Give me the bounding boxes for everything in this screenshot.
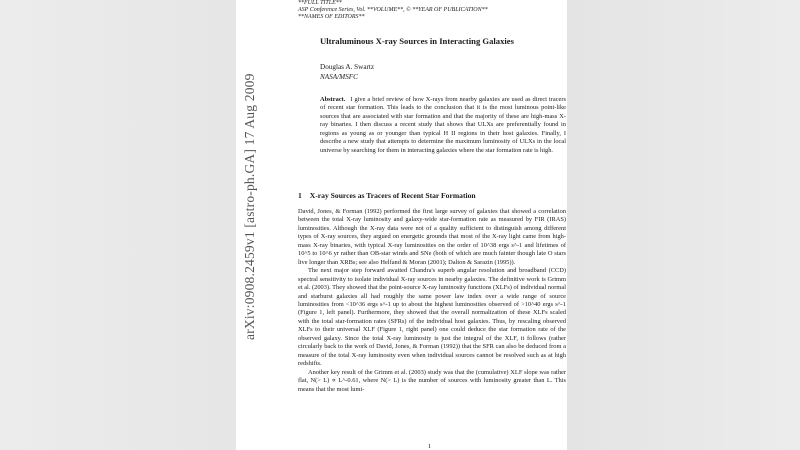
section-title: X-ray Sources as Tracers of Recent Star Formation <box>309 191 476 200</box>
paragraph: Another key result of the Grimm et al. (2003) study was that the (cumulative) XLF slope was rather flat, N(> L) ∝ L^-0.61, where N(> L) is the number of sources with luminosity greater than L. This means that the most lumi- <box>298 368 566 393</box>
paper-title: Ultraluminous X-ray Sources in Interacting Galaxies <box>320 36 514 46</box>
left-margin <box>0 0 236 450</box>
author-affiliation: NASA/MSFC <box>320 73 358 81</box>
page-number: 1 <box>428 443 432 450</box>
author-name: Douglas A. Swartz <box>320 63 375 71</box>
abstract-label: Abstract. <box>320 96 346 103</box>
right-margin <box>567 0 800 450</box>
abstract-text: I give a brief review of how X-rays from nearby galaxies are used as direct tracers of recent star formation. This leads to the conclusion that it is the most luminous point-like sources that are associated with star formation and that the majority of these are high-mass X-ray binaries. I then discuss a recent study that shows that ULXs are preferentially found in regions as young as or younger than typical H II regions in their host galaxies. Finally, I describe a new study that attempts to determine the maximum luminosity of ULXs in the local universe by searching for them in interacting galaxies where the star formation rate is high. <box>320 96 566 154</box>
section-heading <box>298 191 476 200</box>
abstract <box>320 96 566 155</box>
header-conference-series: ASP Conference Series, Vol. **VOLUME**, © **YEAR OF PUBLICATION** <box>298 7 488 13</box>
header-editors: **NAMES OF EDITORS** <box>298 14 365 20</box>
arxiv-stamp: arXiv:0908.2459v1 [astro-ph.GA] 17 Aug 2009 <box>242 73 257 340</box>
section-number: 1 <box>298 191 302 200</box>
paragraph: David, Jones, & Forman (1992) performed the first large survey of galaxies that showed a correlation between the total X-ray luminosity and galaxy-wide star-formation rate as measured by FIR (IRAS) luminosities. Although the X-ray data were not of a quality sufficient to distinguish among different types of X-ray sources, they argued on energetic grounds that most of the X-ray light came from high-mass X-ray binaries, with typical X-ray luminosities on the order of 10^38 ergs s^-1 and lifetimes of 10^5 to 10^6 yr rather than OB-star winds and SNe (both of which are much fainter though late O stars live longer than XRBs; see also Helfand & Moran (2001); Dalton & Sarazin (1995)). <box>298 208 566 266</box>
body-text <box>298 208 566 394</box>
paragraph: The next major step forward awaited Chandra's superb angular resolution and broadband (CCD) spectral sensitivity to isolate individual X-ray sources in nearby galaxies. The definitive work is Grimm et al. (2003). They showed that the point-source X-ray luminosity functions (XLFs) of individual normal and starburst galaxies all had roughly the same power law index over a wide range of source luminosities from <10^36 ergs s^-1 up to about the highest luminosities observed of >10^40 ergs s^-1 (Figure 1, left panel). Furthermore, they showed that the overall normalization of these XLFs scaled with the total star-formation rates (SFRs) of the individual host galaxies. Thus, by rescaling observed XLFs to their universal XLF (Figure 1, right panel) one could deduce the star formation rate of the observed galaxy. Since the total X-ray luminosity is just the integral of the XLF, it follows (rather circularly back to the work of David, Jones, & Forman (1992)) that the SFR can also be deduced from a measure of the total X-ray luminosity even when individual sources cannot be resolved such as at high redshifts. <box>298 267 566 368</box>
header-full-title: **FULL TITLE** <box>298 0 342 6</box>
